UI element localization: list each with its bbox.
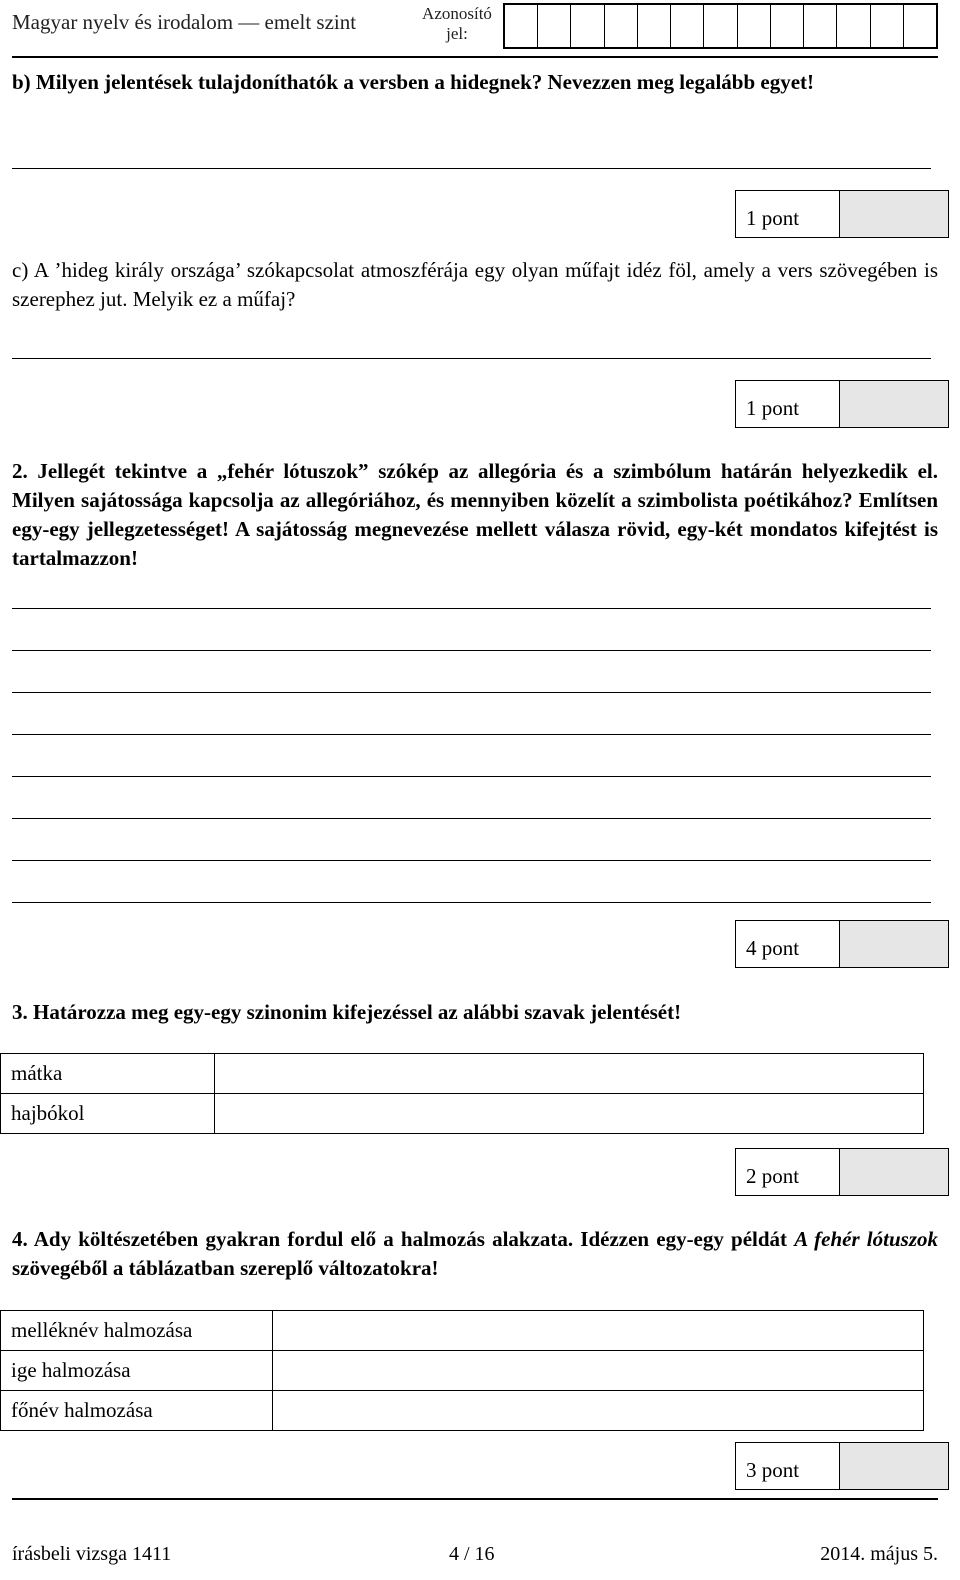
points-label: 2 pont [736, 1149, 840, 1195]
table-row [1, 1311, 924, 1351]
score-field[interactable] [840, 191, 948, 237]
answer-line[interactable] [12, 776, 931, 777]
table-row [1, 1351, 924, 1391]
id-box[interactable] [505, 5, 538, 47]
answer-line[interactable] [12, 860, 931, 861]
question-4-part1: 4. Ady költészetében gyakran fordul elő a halmozás alakzata. Idézzen egy-egy példát [12, 1227, 795, 1251]
question-2: 2. Jellegét tekintve a „fehér lótuszok” szókép az allegória és a szimbólum határán helyezkedik el. Milyen sajátossága kapcsolja az allegóriához, és mennyiben közelít a szimbolista poétikához? Említsen egy-egy jellegzetességet! A sajátosság megnevezése mellett válasza rövid, egy-két mondatos kifejtést is tartalmazzon! [12, 459, 938, 570]
points-label: 1 pont [736, 191, 840, 237]
table-row [1, 1094, 924, 1134]
footer-page-number: 4 / 16 [449, 1543, 495, 1565]
table-row [1, 1054, 924, 1094]
id-box[interactable] [837, 5, 870, 47]
question-1c: c) A ’hideg király országa’ szókapcsolat atmoszférája egy olyan műfajt idéz föl, amely a vers szövegében is szerephez jut. Melyik ez a műfaj? [12, 258, 938, 311]
score-field[interactable] [840, 1149, 948, 1195]
id-input-boxes[interactable] [503, 3, 938, 49]
question-1b: b) Milyen jelentések tulajdoníthatók a versben a hidegnek? Nevezzen meg legalább egyet! [12, 70, 815, 94]
id-label-line1: Azonosító [422, 4, 492, 23]
id-box[interactable] [771, 5, 804, 47]
answer-line[interactable] [12, 734, 931, 735]
answer-line[interactable] [12, 608, 931, 609]
question-4-part2: szövegéből a táblázatban szereplő változatokra! [12, 1256, 439, 1280]
figure-type-cell: főnév halmozása [1, 1391, 273, 1431]
answer-line[interactable] [12, 692, 931, 693]
answer-cell[interactable] [273, 1311, 924, 1351]
answer-cell[interactable] [273, 1351, 924, 1391]
answer-cell[interactable] [215, 1054, 924, 1094]
page-header-title: Magyar nyelv és irodalom — emelt szint [12, 10, 357, 34]
id-box[interactable] [605, 5, 638, 47]
answer-line[interactable] [12, 818, 931, 819]
score-field[interactable] [840, 1443, 948, 1489]
figure-table [0, 1310, 924, 1431]
points-label: 1 pont [736, 381, 840, 427]
table-row [1, 1391, 924, 1431]
points-box-4 [735, 1442, 949, 1490]
score-field[interactable] [840, 381, 948, 427]
points-box-2 [735, 920, 949, 968]
points-label: 4 pont [736, 921, 840, 967]
answer-line[interactable] [12, 168, 931, 169]
id-box[interactable] [904, 5, 936, 47]
footer-exam-id: írásbeli vizsga 1411 [12, 1543, 172, 1565]
id-box[interactable] [804, 5, 837, 47]
synonym-table [0, 1053, 924, 1134]
word-cell: hajbókol [1, 1094, 215, 1134]
id-box[interactable] [871, 5, 904, 47]
id-box[interactable] [638, 5, 671, 47]
footer-date: 2014. május 5. [820, 1543, 938, 1565]
id-box[interactable] [571, 5, 604, 47]
answer-cell[interactable] [273, 1391, 924, 1431]
header-divider [12, 56, 938, 58]
figure-type-cell: melléknév halmozása [1, 1311, 273, 1351]
points-box-3 [735, 1148, 949, 1196]
points-label: 3 pont [736, 1443, 840, 1489]
answer-line[interactable] [12, 358, 931, 359]
id-label-line2: jel: [446, 24, 468, 43]
question-4-title: A fehér lótuszok [794, 1227, 939, 1251]
word-cell: mátka [1, 1054, 215, 1094]
answer-cell[interactable] [215, 1094, 924, 1134]
points-box-1c [735, 380, 949, 428]
question-3: 3. Határozza meg egy-egy szinonim kifejezéssel az alábbi szavak jelentését! [12, 1000, 682, 1024]
answer-line[interactable] [12, 650, 931, 651]
id-box[interactable] [738, 5, 771, 47]
id-box[interactable] [704, 5, 737, 47]
figure-type-cell: ige halmozása [1, 1351, 273, 1391]
answer-line[interactable] [12, 902, 931, 903]
id-box[interactable] [671, 5, 704, 47]
id-label [411, 4, 503, 44]
score-field[interactable] [840, 921, 948, 967]
question-4 [12, 1225, 938, 1283]
id-box[interactable] [538, 5, 571, 47]
points-box-1b [735, 190, 949, 238]
footer-divider [12, 1498, 938, 1500]
